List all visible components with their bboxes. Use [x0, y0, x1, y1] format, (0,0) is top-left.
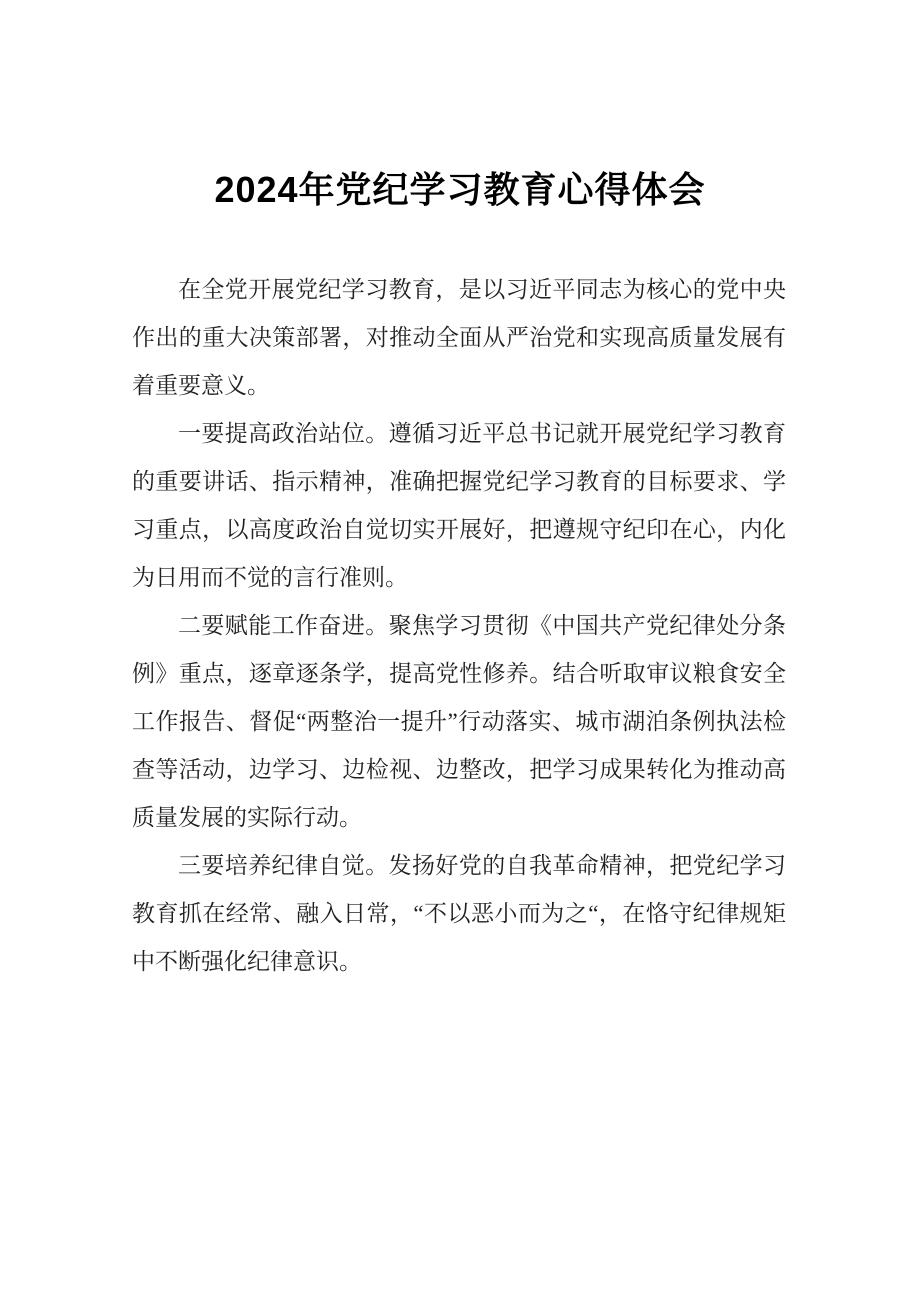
paragraph-point-1: 一要提高政治站位。遵循习近平总书记就开展党纪学习教育的重要讲话、指示精神，准确把握党纪学习教育的目标要求、学习重点，以高度政治自觉切实开展好，把遵规守纪印在心，内化为日用而不觉的言行准则。 — [132, 421, 786, 590]
paragraph-point-2: 二要赋能工作奋进。聚焦学习贯彻《中国共产党纪律处分条例》重点，逐章逐条学，提高党性修养。结合听取审议粮食安全工作报告、督促“两整治一提升”行动落实、城市湖泊条例执法检查等活动，边学习、边检视、边整改，把学习成果转化为推动高质量发展的实际行动。 — [132, 613, 786, 830]
paragraph-point-3: 三要培养纪律自觉。发扬好党的自我革命精神，把党纪学习教育抓在经常、融入日常，“不以恶小而为之“，在恪守纪律规矩中不断强化纪律意识。 — [132, 853, 786, 974]
paragraph-intro: 在全党开展党纪学习教育，是以习近平同志为核心的党中央作出的重大决策部署，对推动全面从严治党和实现高质量发展有着重要意义。 — [132, 277, 786, 398]
document-body — [132, 266, 786, 986]
document-title: 2024年党纪学习教育心得体会 — [214, 169, 706, 210]
